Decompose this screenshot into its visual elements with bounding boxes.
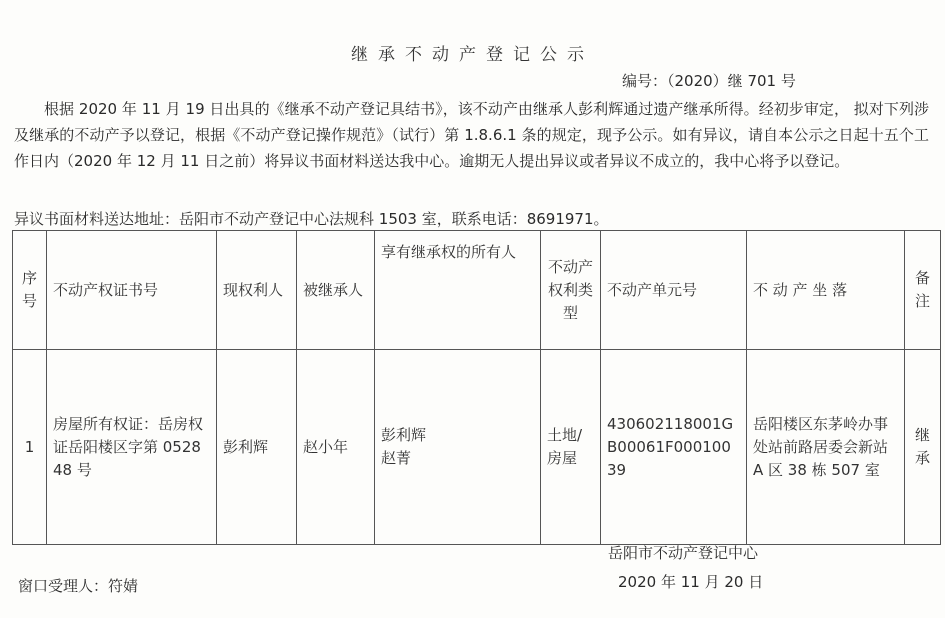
cell-heirs: 彭利辉 赵菁 <box>375 350 541 545</box>
header-location: 不 动 产 坐 落 <box>747 231 905 350</box>
header-right-type: 不动产权利类型 <box>541 231 601 350</box>
header-unit-no: 不动产单元号 <box>601 231 747 350</box>
registration-table <box>12 230 941 545</box>
header-decedent: 被继承人 <box>297 231 375 350</box>
issue-date: 2020 年 11 月 20 日 <box>618 573 764 591</box>
header-current-owner: 现权利人 <box>217 231 297 350</box>
notice-paragraph: 根据 2020 年 11 月 19 日出具的《继承不动产登记具结书》，该不动产由继承人彭利辉通过遗产继承所得。经初步审定， 拟对下列涉及继承的不动产予以登记，根据《不动产登记操作规范》（试行）第 1.8.6.1 条的规定，现予公示。如有异议，请自本公示之日起十五个工作日内（2020 年 12 月 11 日之前）将异议书面材料送达我中心。逾期无人提出异议或者异议不成立的，我中心将予以登记。 <box>14 100 929 170</box>
document-number: 编号：（2020）继 701 号 <box>622 72 796 90</box>
issuing-organization: 岳阳市不动产登记中心 <box>608 544 759 562</box>
header-serial: 序号 <box>13 231 47 350</box>
header-remarks: 备注 <box>905 231 941 350</box>
header-heirs: 享有继承权的所有人 <box>375 231 541 350</box>
cell-remarks: 继承 <box>905 350 941 545</box>
window-clerk: 窗口受理人：符婧 <box>18 577 139 595</box>
cell-decedent: 赵小年 <box>297 350 375 545</box>
cell-unit-no: 430602118001GB00061F00010039 <box>601 350 747 545</box>
cell-serial: 1 <box>13 350 47 545</box>
cell-right-type: 土地/房屋 <box>541 350 601 545</box>
notice-title: 继承不动产登记公示 <box>351 45 594 65</box>
table-row <box>13 350 941 545</box>
cell-location: 岳阳楼区东茅岭办事处站前路居委会新站 A 区 38 栋 507 室 <box>747 350 905 545</box>
header-certificate-no: 不动产权证书号 <box>47 231 217 350</box>
cell-certificate-no: 房屋所有权证：岳房权证岳阳楼区字第 052848 号 <box>47 350 217 545</box>
table-header-row <box>13 231 941 350</box>
cell-current-owner: 彭利辉 <box>217 350 297 545</box>
objection-address: 异议书面材料送达地址：岳阳市不动产登记中心法规科 1503 室，联系电话：8691971。 <box>14 210 609 228</box>
